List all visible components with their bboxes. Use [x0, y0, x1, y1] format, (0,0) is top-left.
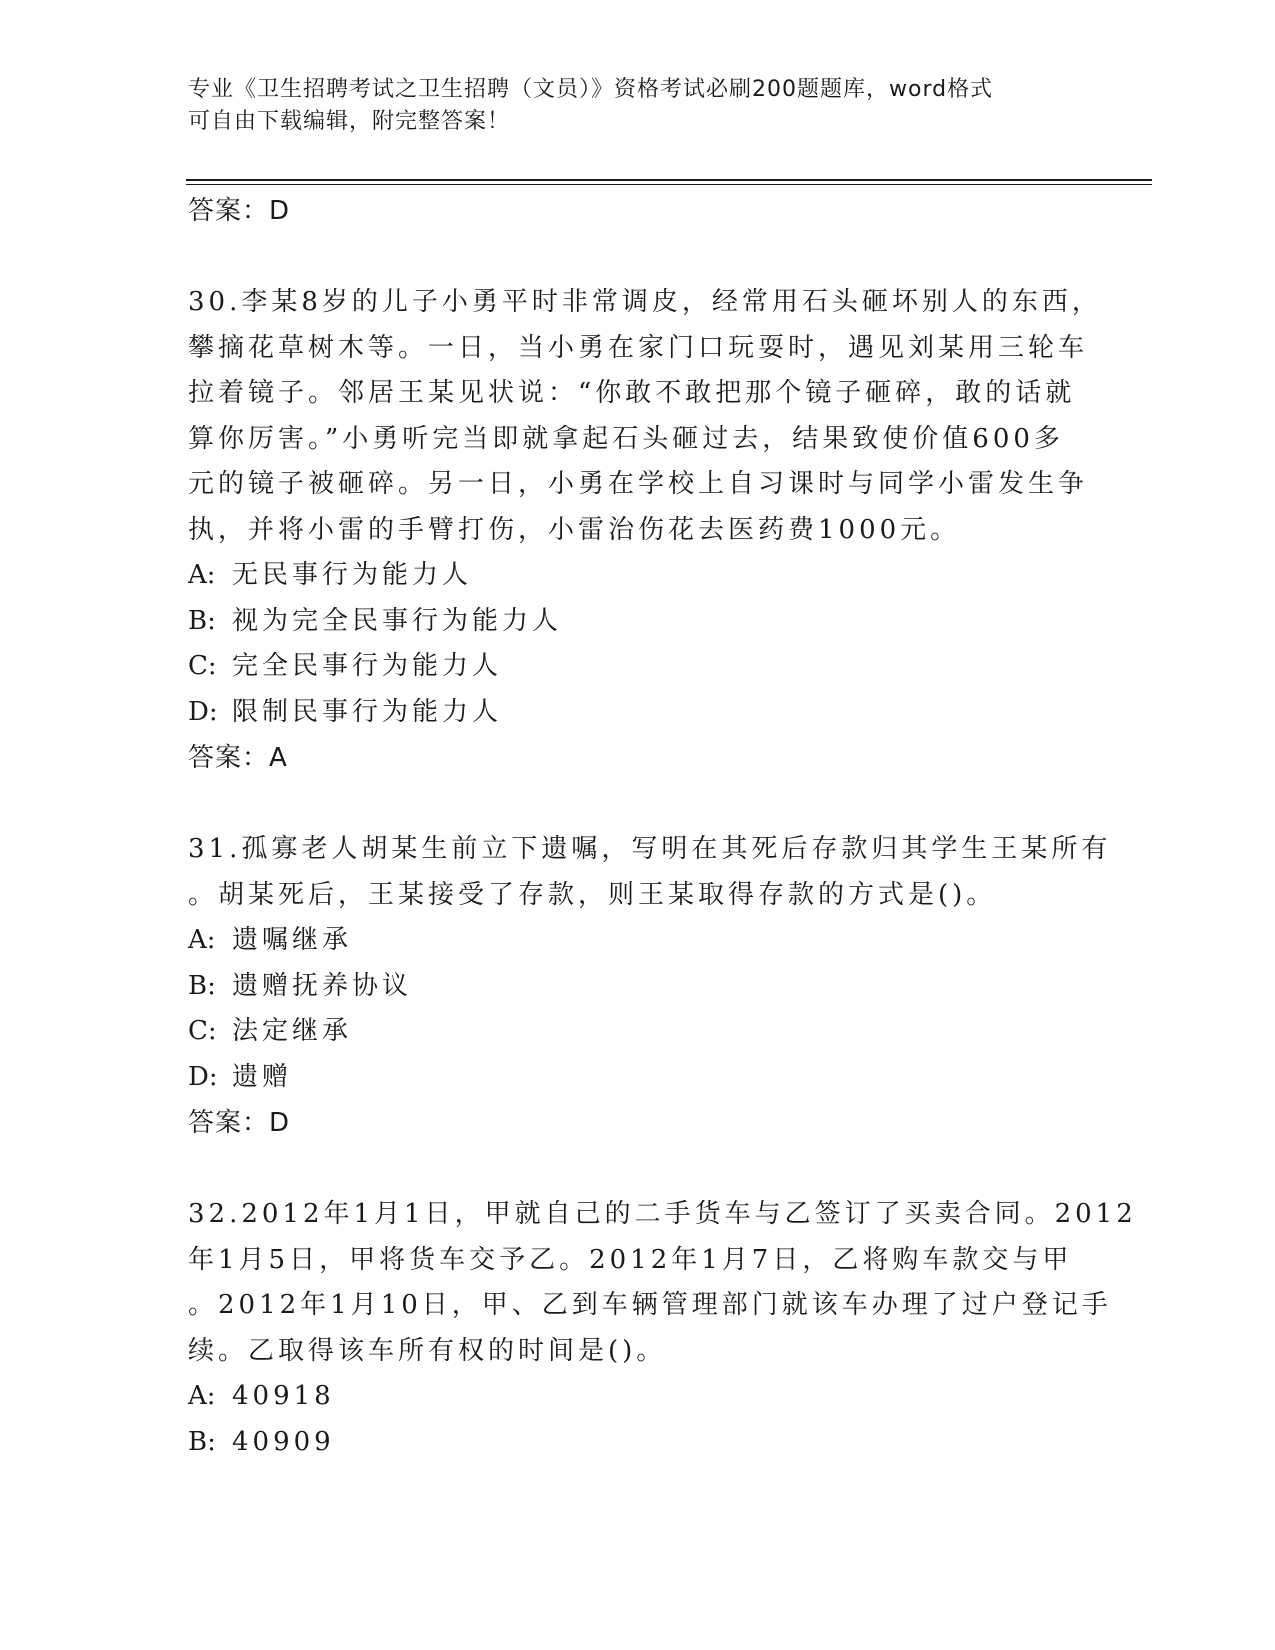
- question-text-line: 。胡某死后，王某接受了存款，则王某取得存款的方式是()。: [188, 879, 997, 910]
- question-text-line: 攀摘花草树木等。一日，当小勇在家门口玩耍时，遇见刘某用三轮车: [188, 332, 1089, 363]
- question-text-line: 。2012年1月10日，甲、乙到车辆管理部门就该车办理了过户登记手: [188, 1290, 1112, 1320]
- question-text-line: 执，并将小雷的手臂打伤，小雷治伤花去医药费1000元。: [188, 514, 961, 545]
- option-key: B:: [188, 1426, 216, 1457]
- question-text-line: 拉着镜子。邻居王某见状说：“你敢不敢把那个镜子砸碎，敢的话就: [188, 378, 1076, 408]
- option-text: 视为完全民事行为能力人: [232, 605, 563, 636]
- option-b: [188, 599, 1088, 645]
- option-b: [188, 964, 1088, 1010]
- option-c: [188, 1009, 1088, 1055]
- document-body: [188, 188, 1137, 1465]
- option-a: [188, 553, 1088, 599]
- option-key: D:: [188, 696, 218, 727]
- spacer: [188, 1146, 1088, 1192]
- header-divider-thin: [186, 184, 1152, 185]
- question-30: [188, 280, 1102, 553]
- option-a: [188, 1374, 1088, 1420]
- option-key: C:: [188, 1016, 217, 1046]
- spacer: [188, 234, 1088, 280]
- answer-line: 答案：A: [188, 743, 288, 773]
- option-key: D:: [188, 1061, 218, 1092]
- option-key: A:: [188, 560, 216, 590]
- option-text: 40909: [232, 1426, 335, 1457]
- option-a: [188, 918, 1088, 964]
- option-text: 无民事行为能力人: [232, 560, 473, 590]
- question-text-line: 续。乙取得该车所有权的时间是()。: [188, 1335, 667, 1366]
- option-d: [188, 690, 1088, 736]
- option-text: 法定继承: [232, 1016, 353, 1046]
- option-key: B:: [188, 605, 216, 636]
- question-text-line: 32.2012年1月1日，甲就自己的二手货车与乙签订了买卖合同。2012: [188, 1199, 1137, 1229]
- header-divider-thick: [186, 179, 1152, 181]
- question-text-line: 31.孤寡老人胡某生前立下遗嘱，写明在其死后存款归其学生王某所有: [188, 834, 1112, 864]
- option-text: 完全民事行为能力人: [232, 651, 503, 681]
- header-line: 可自由下载编辑，附完整答案！: [188, 109, 511, 134]
- option-text: 40918: [232, 1381, 335, 1411]
- option-key: C:: [188, 651, 217, 681]
- option-b: [188, 1420, 1088, 1466]
- question-text-line: 算你厉害。”小勇听完当即就拿起石头砸过去，结果致使价值600多: [188, 423, 1064, 454]
- spacer: [188, 781, 1088, 827]
- question-31: [188, 827, 1112, 918]
- option-key: A:: [188, 1381, 216, 1411]
- question-text-line: 年1月5日，甲将货车交予乙。2012年1月7日，乙将购车款交与甲: [188, 1244, 1073, 1275]
- option-key: B:: [188, 970, 216, 1001]
- header-line: 专业《卫生招聘考试之卫生招聘（文员）》资格考试必刷200题题库，word格式: [188, 77, 994, 102]
- option-d: [188, 1055, 1088, 1101]
- option-text: 遗嘱继承: [232, 925, 353, 955]
- question-text-line: 30.李某8岁的儿子小勇平时非常调皮，经常用石头砸坏别人的东西，: [188, 287, 1102, 317]
- question-text-line: 元的镜子被砸碎。另一日，小勇在学校上自习课时与同学小雷发生争: [188, 469, 1089, 499]
- option-text: 遗赠抚养协议: [232, 970, 413, 1001]
- answer-line: 答案：D: [188, 196, 291, 226]
- option-c: [188, 644, 1088, 690]
- option-text: 限制民事行为能力人: [232, 696, 503, 727]
- answer-line: 答案：D: [188, 1108, 291, 1138]
- page-header: [188, 74, 1088, 138]
- question-32: [188, 1192, 1137, 1374]
- option-key: A:: [188, 925, 216, 955]
- option-text: 遗赠: [232, 1061, 293, 1092]
